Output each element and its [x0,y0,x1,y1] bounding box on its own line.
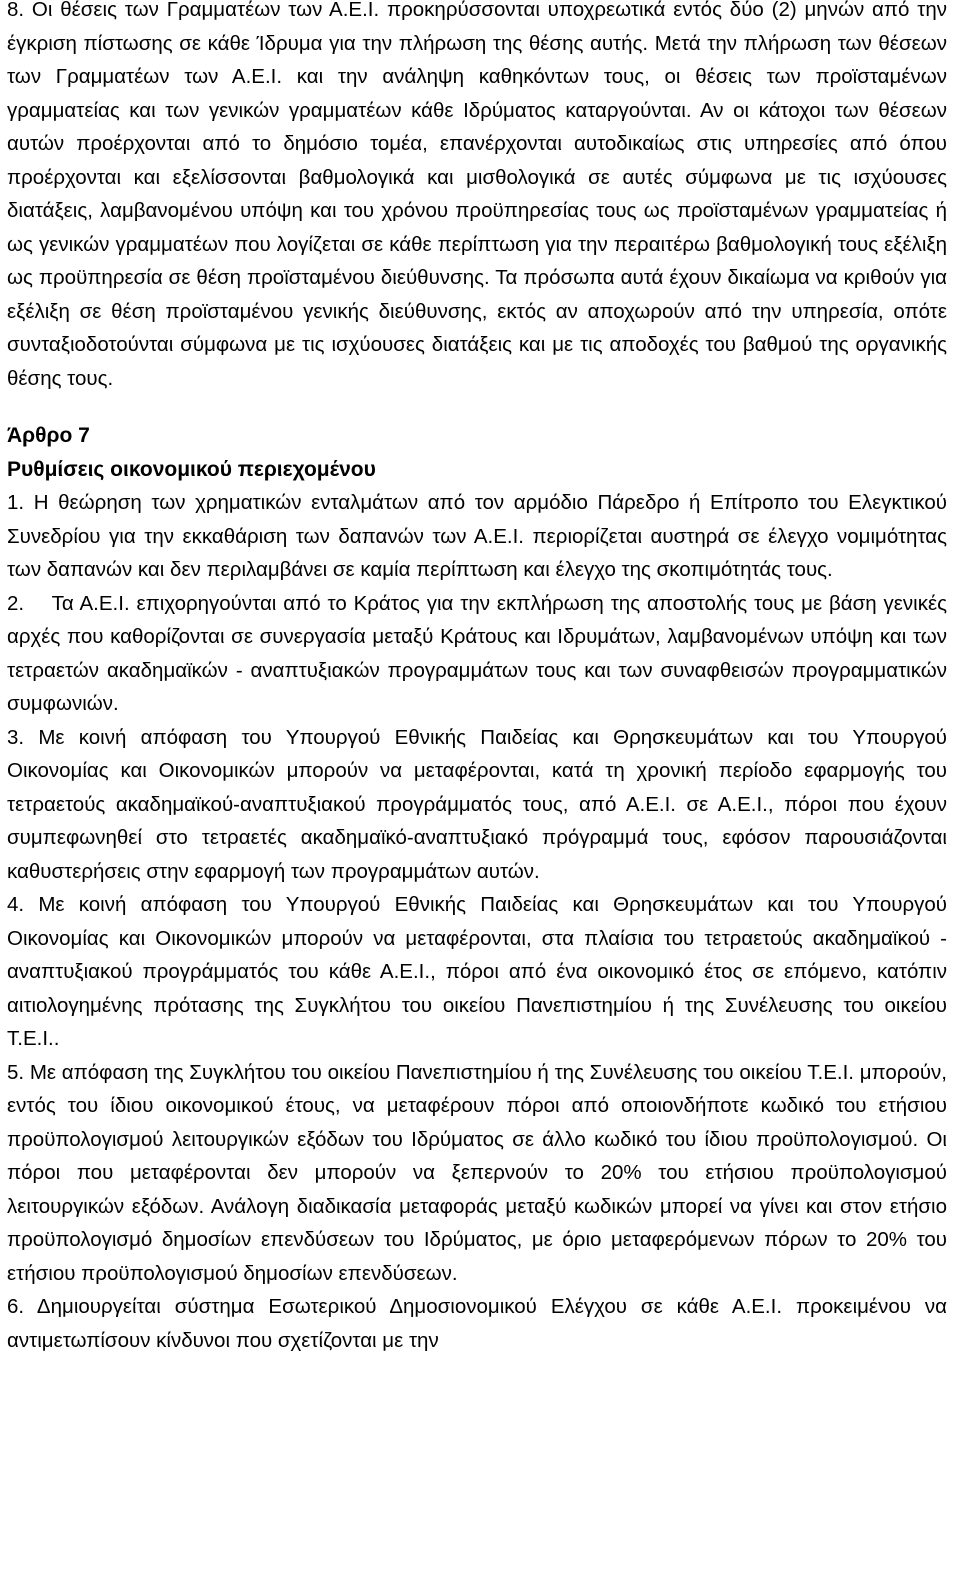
document-page [7,0,947,1357]
item-5: 5. Με απόφαση της Συγκλήτου του οικείου Πανεπιστημίου ή της Συνέλευσης του οικείου Τ.Ε.Ι. μπορούν, εντός του ίδιου οικονομικού έτους, να μεταφέρουν πόροι από οποιονδήποτε κωδικό του ετήσιου προϋπολογισμού λειτουργικών εξόδων του Ιδρύματος σε άλλο κωδικό του ίδιου προϋπολογισμού. Οι πόροι που μεταφέρονται δεν μπορούν να ξεπερνούν το 20% του ετήσιου προϋπολογισμού λειτουργικών εξόδων. Ανάλογη διαδικασία μεταφοράς μεταξύ κωδικών μπορεί να γίνει και στον ετήσιο προϋπολογισμό δημοσίων επενδύσεων του Ιδρύματος, με όριο μεταφερόμενων πόρων το 20% του ετήσιου προϋπολογισμού δημοσίων επενδύσεων. [7,1060,947,1285]
item-2-text: Τα Α.Ε.Ι. επιχορηγούνται από το Κράτος για την εκπλήρωση της αποστολής τους με βάση γενικές αρχές που καθορίζονται σε συνεργασία μεταξύ Κράτους και Ιδρυμάτων, λαμβανομένων υπόψη και των τετραετών ακαδημαϊκών - αναπτυξιακών προγραμμάτων τους και των συναφθεισών προγραμματικών συμφωνιών. [7,591,947,715]
article-number: Άρθρο 7 [7,424,90,447]
item-3: 3. Με κοινή απόφαση του Υπουργού Εθνικής Παιδείας και Θρησκευμάτων και του Υπουργού Οικονομίας και Οικονομικών μπορούν να μεταφέρονται, κατά τη χρονική περίοδο εφαρμογής του τετραετούς ακαδημαϊκού-αναπτυξιακού προγράμματός τους, από Α.Ε.Ι. σε Α.Ε.Ι., πόροι που έχουν συμπεφωνηθεί στο τετραετές ακαδημαϊκό-αναπτυξιακό πρόγραμμά τους, εφόσον παρουσιάζονται καθυστερήσεις στην εφαρμογή των προγραμμάτων αυτών. [7,725,947,883]
item-2-number: 2. [7,591,25,615]
item-4: 4. Με κοινή απόφαση του Υπουργού Εθνικής Παιδείας και Θρησκευμάτων και του Υπουργού Οικονομίας και Οικονομικών μπορούν να μεταφέρονται, στα πλαίσια του τετραετούς ακαδημαϊκού - αναπτυξιακού προγράμματός του κάθε Α.Ε.Ι., πόροι από ένα οικονομικό έτος σε επόμενο, κατόπιν αιτιολογημένης πρότασης της Συγκλήτου του οικείου Πανεπιστημίου ή της Συνέλευσης του οικείου Τ.Ε.Ι.. [7,893,947,1050]
item-1: 1. Η θεώρηση των χρηματικών ενταλμάτων από τον αρμόδιο Πάρεδρο ή Επίτροπο του Ελεγκτικού Συνεδρίου για την εκκαθάριση των δαπανών των Α.Ε.Ι. περιορίζεται αυστηρά σε έλεγχο νομιμότητας των δαπανών και δεν περιλαμβάνει σε καμία περίπτωση και έλεγχο της σκοπιμότητάς τους. [7,491,947,581]
paragraph-8: 8. Οι θέσεις των Γραμματέων των Α.Ε.Ι. προκηρύσσονται υποχρεωτικά εντός δύο (2) μηνών από την έγκριση πίστωσης σε κάθε Ίδρυμα για την πλήρωση της θέσης αυτής. Μετά την πλήρωση των θέσεων των Γραμματέων των Α.Ε.Ι. και την ανάληψη καθηκόντων τους, οι θέσεις των προϊσταμένων γραμματείας και των γενικών γραμματέων κάθε Ιδρύματος καταργούνται. Αν οι κάτοχοι των θέσεων αυτών προέρχονται από το δημόσιο τομέα, επανέρχονται αυτοδικαίως στις υπηρεσίες από όπου προέρχονται και εξελίσσονται βαθμολογικά και μισθολογικά σε αυτές σύμφωνα με τις ισχύουσες διατάξεις, λαμβανομένου υπόψη και του χρόνου προϋπηρεσίας τους ως προϊσταμένων γραμματείας ή ως γενικών γραμματέων που λογίζεται σε κάθε περίπτωση για την περαιτέρω βαθμολογική τους εξέλιξη ως προϋπηρεσία σε θέση προϊσταμένου διεύθυνσης. Τα πρόσωπα αυτά έχουν δικαίωμα να κριθούν για εξέλιξη σε θέση προϊσταμένου γενικής διεύθυνσης, εκτός αν αποχωρούν από την υπηρεσία, οπότε συνταξιοδοτούνται σύμφωνα με τις ισχύουσες διατάξεις και με τις αποδοχές του βαθμού της οργανικής θέσης τους. [7,0,947,390]
article-title: Ρυθμίσεις οικονομικού περιεχομένου [7,457,376,481]
item-6: 6. Δημιουργείται σύστημα Εσωτερικού Δημοσιονομικού Ελέγχου σε κάθε Α.Ε.Ι. προκειμένου να αντιμετωπίσουν κίνδυνοι που σχετίζονται με την [7,1295,947,1352]
item-2 [7,587,947,721]
